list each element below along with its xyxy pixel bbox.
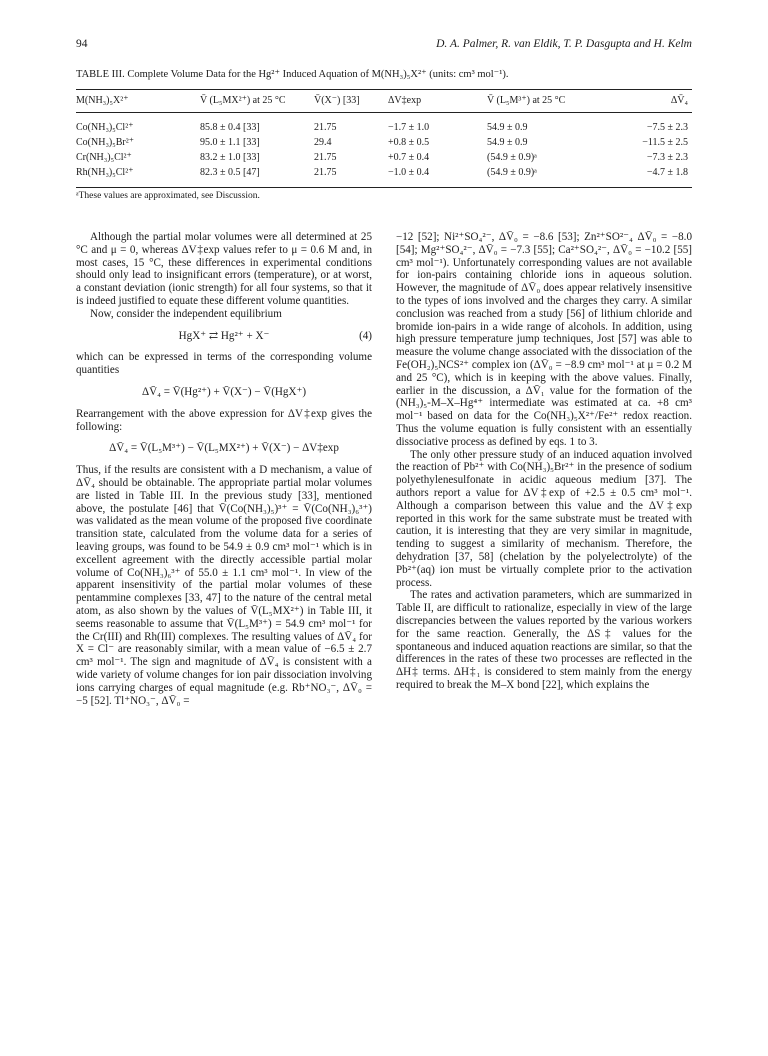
- table-footnote: ᵃThese values are approximated, see Discussion.: [76, 191, 260, 201]
- col-v-l5m: V̄ (L₅M³⁺) at 25 °C: [487, 90, 591, 113]
- col-v-x: V̄(X⁻) [33]: [314, 90, 388, 113]
- paragraph: −12 [52]; Ni²⁺SO₄²⁻, ΔV̄₀ = −8.6 [53]; Zn²⁺SO²⁻₄ ΔV̄₀ = −8.0 [54]; Mg²⁺SO₄²⁻, ΔV̄₀ = −7.3 [55]; Ca²⁺SO₄²⁻, ΔV̄₀ = −10.2 [55] cm³ mol⁻¹). Unfortunately corresponding values are not available for ion-pairs containing chloride ions in aqueous solution. However, the magnitude of ΔV̄₀ does appear relatively insensitive to the types of ions involved and the charges they carry. A similar conclusion was reached from a study [56] of lithium chloride and bromide ion-pairs in a wide range of alcohols. In addition, using high pressure temperature jump techniques, Jost [57] was able to measure the volume change associated with the dissociation of the Fe(OH₂)₅NCS²⁺ complex ion (ΔV̄₀ = −8.9 cm³ mol⁻¹ at μ = 0.2 M and 25 °C), which is in keeping with the above values. Finally, earlier in the discussion, a ΔV̄₁ value for the formation of the (NH₃)₅-M–X–Hg⁴⁺ intermediate was estimated at ca. +8 cm³ mol⁻¹ based on data for the Co(NH₃)₅X²⁺/Fe²⁺ redox reaction. Thus the volume equation is fully consistent with an essentially dissociative process as defined by eqs. 1 to 3.: [396, 231, 692, 448]
- right-column: [396, 231, 692, 692]
- col-dv-exp: ΔV‡exp: [388, 90, 487, 113]
- cell: Cr(NH₃)₅Cl²⁺: [76, 152, 132, 163]
- volume-data-table: [76, 89, 692, 188]
- cell: +0.8 ± 0.5: [388, 137, 430, 148]
- col-dv4: ΔV̄₄: [591, 90, 692, 113]
- cell: Rh(NH₃)₅Cl²⁺: [76, 165, 200, 188]
- running-header: [76, 38, 692, 56]
- page-number: 94: [76, 38, 88, 50]
- cell: (54.9 ± 0.9)ᵃ: [487, 165, 591, 188]
- paragraph: Now, consider the independent equilibrium: [90, 307, 282, 320]
- paragraph: which can be expressed in terms of the corresponding volume quantities: [76, 351, 372, 377]
- table-row: [76, 150, 692, 165]
- body-columns: [76, 231, 692, 1051]
- cell: −1.7 ± 1.0: [388, 122, 430, 133]
- cell: 82.3 ± 0.5 [47]: [200, 165, 314, 188]
- cell: −1.0 ± 0.4: [388, 165, 487, 188]
- cell: (54.9 ± 0.9)ᵃ: [487, 152, 537, 163]
- cell: 54.9 ± 0.9: [487, 137, 528, 148]
- cell: 83.2 ± 1.0 [33]: [200, 152, 260, 163]
- cell: −4.7 ± 1.8: [591, 165, 692, 188]
- col-complex: M(NH₃)₅X²⁺: [76, 90, 200, 113]
- equation-number: (4): [359, 329, 372, 342]
- paragraph: Although the partial molar volumes were all determined at 25 °C and μ = 0, whereas ΔV‡exp values refer to μ = 0.6 M and, in most cases, 15 °C, these differences in experimental conditions should only lead to insignificant errors (temperature), or at worst, a constant deviation (ionic strength) for all four systems, so that it is indeed justified to equate these different volume quantities.: [76, 231, 372, 307]
- cell: 85.8 ± 0.4 [33]: [200, 122, 260, 133]
- equation-4: [76, 330, 372, 343]
- cell: 54.9 ± 0.9: [487, 122, 528, 133]
- running-authors: D. A. Palmer, R. van Eldik, T. P. Dasgupta and H. Kelm: [436, 38, 692, 50]
- paragraph: Rearrangement with the above expression for ΔV‡exp gives the following:: [76, 407, 372, 433]
- cell: 21.75: [314, 152, 337, 163]
- table-caption: TABLE III. Complete Volume Data for the Hg²⁺ Induced Aquation of M(NH₃)₅X²⁺ (units: cm³ mol⁻¹).: [76, 69, 509, 80]
- paragraph: The only other pressure study of an induced aquation involved the reaction of Pb²⁺ with Co(NH₃)₅Br²⁺ in the presence of sodium polyethylenesulfonate in acidic aqueous medium [37]. The authors report a value for ΔV‡exp of +2.5 ± 0.5 cm³ mol⁻¹. Although a comparison between this value and the ΔV‡exp reported in this work for the same substrate must be treated with caution, it is interesting that they are very similar in magnitude, tending to suggest a similarity of mechanism. Therefore, the dehydration [37, 58] (chelation by the polyelectrolyte) of the Pb²⁺(aq) ion must be virtually complete prior to the activation process.: [396, 448, 692, 589]
- cell: 21.75: [314, 165, 388, 188]
- cell: −7.5 ± 2.3: [646, 122, 688, 133]
- cell: Co(NH₃)₅Cl²⁺: [76, 122, 134, 133]
- cell: −7.3 ± 2.3: [646, 152, 688, 163]
- equation-rearranged: ΔV̄₄ = V̄(L₅M³⁺) − V̄(L₅MX²⁺) + V̄(X⁻) − ΔV‡exp: [109, 442, 339, 455]
- equation-text: HgX⁺ ⇄ Hg²⁺ + X⁻: [178, 329, 270, 342]
- left-column: [76, 231, 372, 707]
- page: [76, 38, 692, 1051]
- paragraph: The rates and activation parameters, which are summarized in Table II, are difficult to rationalize, especially in view of the large discrepancies between the values reported by the various workers for the same reaction. Generally, the ΔS‡ values for the spontaneous and induced aquation reactions are similar, so that the differences in the rates of these two processes are reflected in the ΔH‡ terms. ΔH‡₁ is considered to stem mainly from the energy required to break the M–X bond [22], which explains the: [396, 589, 692, 691]
- cell: 29.4: [314, 137, 332, 148]
- equation-volume-4: ΔV̄₄ = V̄(Hg²⁺) + V̄(X⁻) − V̄(HgX⁺): [141, 385, 307, 398]
- table-row: [76, 165, 692, 188]
- col-v-l5mx: V̄ (L₅MX²⁺) at 25 °C: [200, 90, 314, 113]
- table-header-row: [76, 90, 692, 113]
- cell: 21.75: [314, 122, 337, 133]
- cell: −11.5 ± 2.5: [642, 137, 688, 148]
- table-row: [76, 135, 692, 150]
- table-row: [76, 113, 692, 136]
- cell: 95.0 ± 1.1 [33]: [200, 137, 260, 148]
- paragraph: Thus, if the results are consistent with a D mechanism, a value of ΔV̄₄ should be obtainable. The appropriate partial molar volumes are listed in Table III. In the previous study [33], mentioned above, the postulate [46] that V̄(Co(NH₃)₅)³⁺ = V̄(Co(NH₃)₆³⁺) was validated as the mean volume of the proposed five coordinate transition state, calculated from the volume data for a series of leaving groups, was found to be 54.9 ± 0.9 cm³ mol⁻¹ which is in excellent agreement with the directly accessible partial molar volume of Co(NH₃)₆³⁺ of 55.0 ± 1.1 cm³ mol⁻¹. In view of the apparent insensitivity of the partial molar volumes of these pentammine complexes [33, 47] to the nature of the central metal atom, as also shown by the values of V̄(L₅MX²⁺) in Table III, it seems reasonable to assume that V̄(L₅M³⁺) = 54.9 cm³ mol⁻¹ for the Cr(III) and Rh(III) complexes. The resulting values of ΔV̄₄ for X = Cl⁻ are reasonably similar, with a mean value of −6.5 ± 2.7 cm³ mol⁻¹. The sign and magnitude of ΔV̄₄ is consistent with a wide variety of volume changes for ion pair dissociation involving ions carrying charges of equal magnitude (e.g. Rb⁺NO₃⁻, ΔV̄₀ = −5 [52]. Tl⁺NO₃⁻, ΔV̄₀ =: [76, 464, 372, 707]
- cell: Co(NH₃)₅Br²⁺: [76, 137, 135, 148]
- cell: +0.7 ± 0.4: [388, 152, 430, 163]
